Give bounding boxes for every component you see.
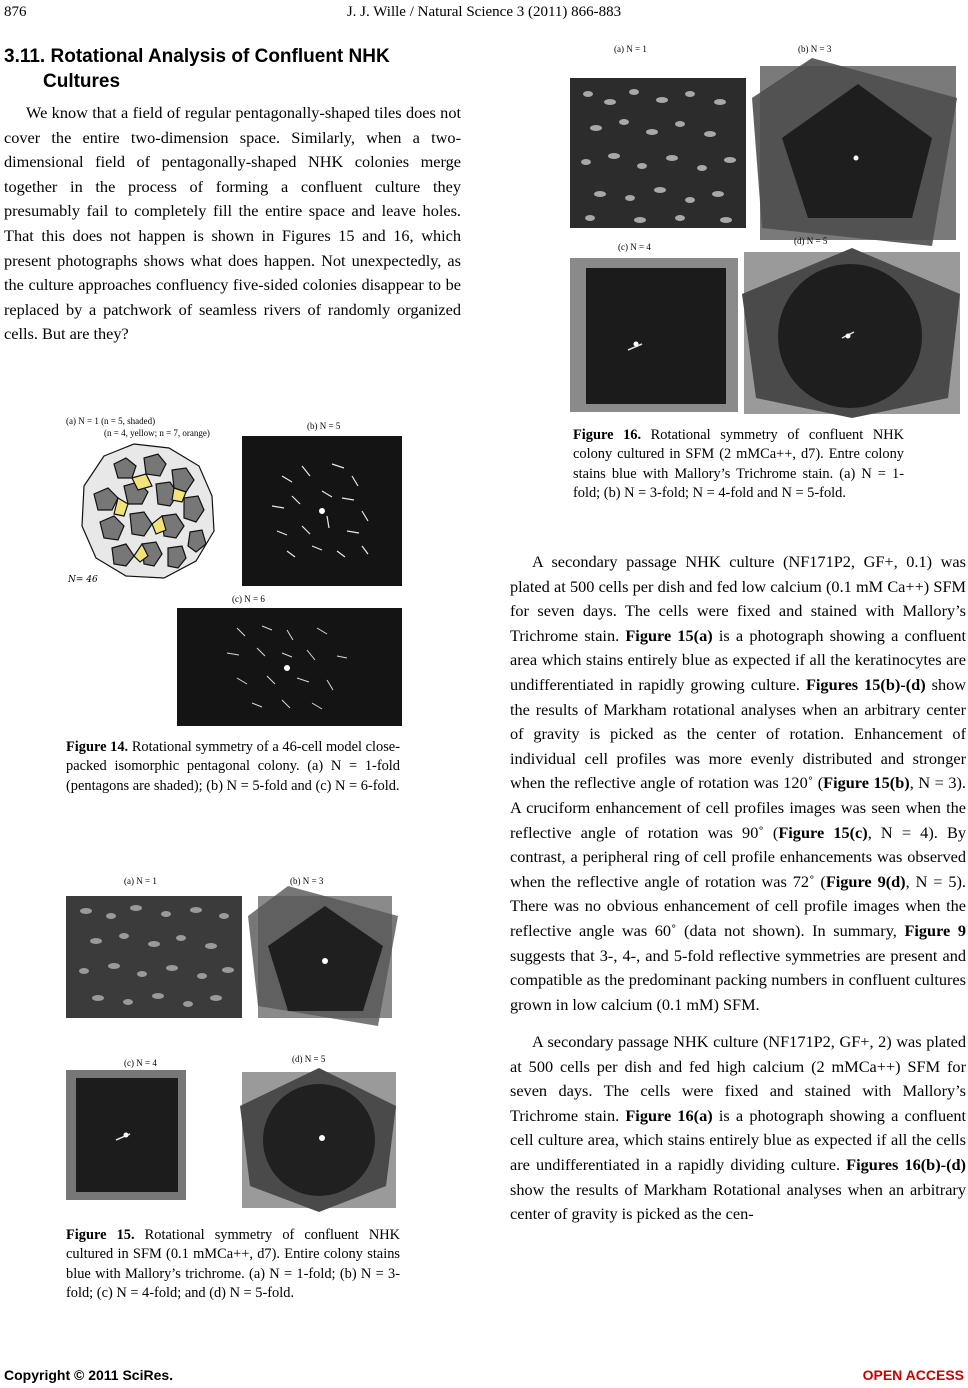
section-title-line2: Cultures — [43, 71, 121, 92]
figure15-caption-label: Figure 15. — [66, 1227, 135, 1243]
running-title: J. J. Wille / Natural Science 3 (2011) 866-883 — [346, 4, 622, 20]
right-paragraph-1 — [510, 550, 966, 1017]
rp1-text-1: A secondary passage NHK culture (NF171P2, GF+, 0.1) was plated at 500 cells per dish and fed low calcium (0.1 mM Ca++) SFM for seven days. The cells were fixed and stained with Mallory’s Trichrome stain. — [510, 552, 966, 645]
fig16-label-b: (b) N = 3 — [798, 44, 832, 54]
fig14-handwritten-note: N= 46 — [68, 575, 98, 585]
rp2-text-3: show the results of Markham Rotational analyses when an arbitrary center of gravity is picked as the cen- — [510, 1179, 966, 1224]
rp1-text-6: , N = 5). There was no obvious enhancement of cell profile images when the reflective angle was 60˚ (data not shown). In summary, — [510, 871, 966, 940]
fig15-panel-c — [66, 1070, 186, 1200]
fig16-panel-b — [752, 58, 964, 248]
rp1-ref-fig9d: Figure 9(d) — [825, 871, 906, 891]
rp2-text-1: A secondary passage NHK culture (NF171P2, GF+, 2) was plated at 500 cells per dish and fed high calcium (2 mMCa++) SFM for seven days. The cells were fixed and stained with Mallory’s Trichrome stain. — [510, 1032, 966, 1125]
rp2-ref-fig16a: Figure 16(a) — [625, 1105, 713, 1125]
fig16-panel-d — [738, 248, 966, 418]
rp1-text-3: show the results of Markham rotational analyses when an arbitrary center of gravity is picked as the center of rotation. Enhancement of individual cell profiles was more evenly distributed and stronger when the reflective angle of rotation was 120˚ ( — [510, 674, 966, 793]
figure16-caption — [573, 426, 904, 504]
fig15-panel-a — [66, 896, 242, 1018]
figure-15 — [62, 872, 402, 1237]
left-paragraph: We know that a field of regular pentagonally-shaped tiles does not cover the entire two-dimension space. Similarly, when a two-dimensional field of pentagonally-shaped NHK colonies merge together in the process of forming a confluent culture they presumably fail to completely fill the entire space and leave holes. That this does not happen is shown in Figures 15 and 16, which present photographs shows what does happen. Not unexpectedly, as the culture approaches confluency five-sided colonies disappear to be replaced by a patchwork of seamless rivers of randomly organized cells. But are they? — [4, 103, 461, 344]
fig14-pentagon-model — [64, 436, 238, 586]
fig16-label-d: (d) N = 5 — [794, 236, 828, 246]
section-heading — [4, 44, 390, 69]
fig15-label-d: (d) N = 5 — [292, 1054, 326, 1064]
page-number: 876 — [4, 4, 27, 20]
figure16-caption-label: Figure 16. — [573, 427, 642, 443]
fig14-label-a: (a) N = 1 (n = 5, shaded) — [66, 416, 156, 426]
figure-14 — [62, 412, 402, 727]
fig16-panel-a — [570, 78, 746, 228]
rp1-text-5: , N = 4). By contrast, a peripheral ring of cell profile enhancements was observed when the reflective angle of rotation was 72˚ ( — [510, 822, 966, 891]
footer-open-access: OPEN ACCESS — [862, 1367, 964, 1383]
figure16-caption-text: Rotational symmetry of confluent NHK colony cultured in SFM (2 mMCa++, d7). Entre colony stains blue with Mallory’s Trichrome stain. (a) N = 1-fold; (b) N = 3-fold; N = 4-fold and N = 5-fold. — [573, 427, 904, 502]
rp1-ref-fig15a: Figure 15(a) — [625, 625, 713, 645]
fig14-panel-c — [177, 608, 402, 726]
rp1-ref-fig15bd: Figures 15(b)-(d) — [805, 674, 926, 694]
section-title-line1: Rotational Analysis of Confluent NHK — [50, 46, 390, 67]
figure-16 — [566, 36, 966, 416]
fig15-label-a: (a) N = 1 — [124, 876, 157, 886]
rp1-text-2: is a photograph showing a confluent area which stains entirely blue as expected if all the keratinocytes are undifferentiated in rapidly growing culture. — [510, 625, 966, 694]
figure15-caption-text: Rotational symmetry of confluent NHK cultured in SFM (0.1 mMCa++, d7). Entire colony stains blue with Mallory’s trichrome. (a) N = 1-fold; (b) N = 3-fold; (c) N = 4-fold; and (d) N = 5-fold. — [66, 1227, 400, 1302]
fig16-label-a: (a) N = 1 — [614, 44, 647, 54]
rp1-ref-fig15b: Figure 15(b) — [823, 773, 910, 793]
footer-copyright: Copyright © 2011 SciRes. — [4, 1367, 174, 1383]
figure14-caption-text: Rotational symmetry of a 46-cell model close-packed isomorphic pentagonal colony. (a) N = 1-fold (pentagons are shaded); (b) N = 5-fold and (c) N = 6-fold. — [66, 739, 400, 794]
figure14-caption-label: Figure 14. — [66, 739, 129, 755]
section-number: 3.11. — [4, 46, 46, 67]
rp1-text-7: suggests that 3-, 4-, and 5-fold reflective symmetries are present and compatible as the predominant packing numbers in confluent cultures grown in low calcium (0.1 mM) SFM. — [510, 945, 966, 1014]
fig15-panel-b — [248, 886, 402, 1028]
rp1-ref-fig9: Figure 9 — [904, 920, 966, 940]
figure15-caption — [66, 1226, 400, 1304]
fig14-label-a2: (n = 4, yellow; n = 7, orange) — [104, 428, 210, 438]
fig14-label-c: (c) N = 6 — [232, 594, 265, 604]
fig15-label-b: (b) N = 3 — [290, 876, 324, 886]
fig15-panel-d — [236, 1066, 402, 1214]
fig14-label-b: (b) N = 5 — [307, 421, 341, 431]
fig16-panel-c — [570, 258, 738, 412]
rp2-text-2: is a photograph showing a confluent cell culture area, which stains entirely blue as expected if all the cells are undifferentiated in a rapidly dividing culture. — [510, 1105, 966, 1174]
right-paragraph-2 — [510, 1030, 966, 1227]
figure14-caption — [66, 738, 400, 796]
fig16-label-c: (c) N = 4 — [618, 242, 651, 252]
fig14-panel-b — [242, 436, 402, 586]
rp1-ref-fig15c: Figure 15(c) — [778, 822, 868, 842]
rp2-ref-fig16bd: Figures 16(b)-(d) — [846, 1154, 966, 1174]
rp1-text-4: , N = 3). A cruciform enhancement of cell profiles images was seen when the reflective angle of rotation was 90˚ ( — [510, 773, 966, 842]
fig15-label-c: (c) N = 4 — [124, 1058, 157, 1068]
